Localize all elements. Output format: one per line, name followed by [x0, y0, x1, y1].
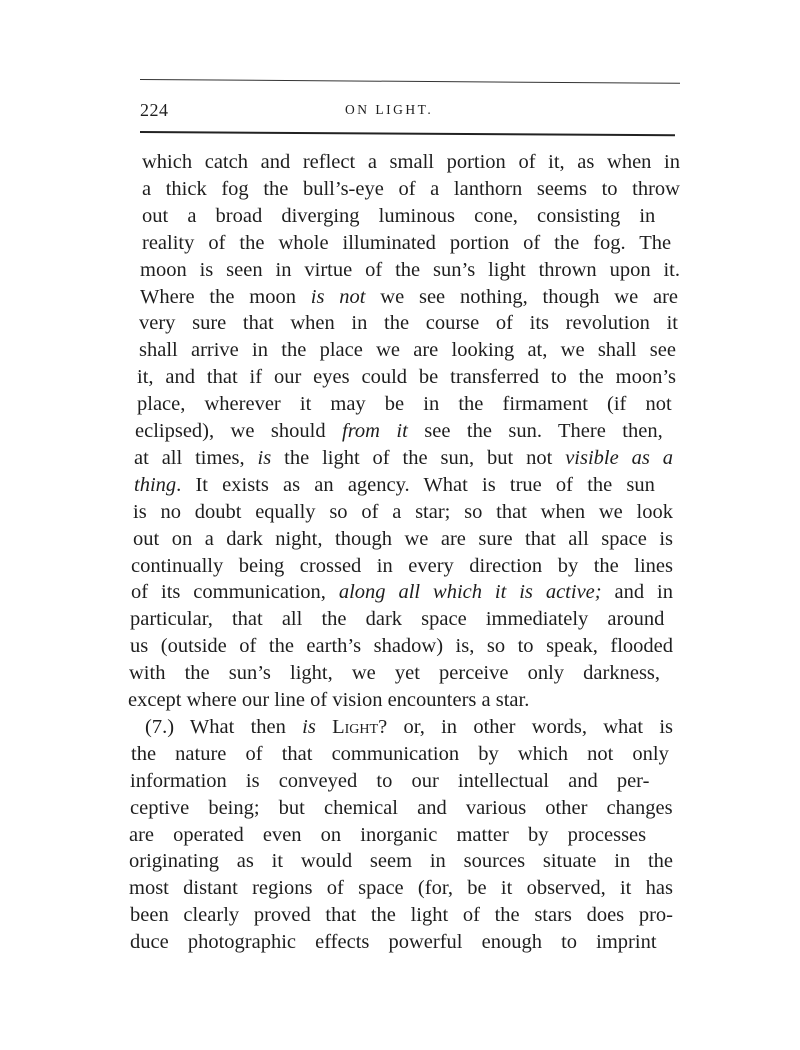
text-line [130, 769, 649, 793]
text-run: the light of the sun, but not [271, 446, 566, 469]
text-line [140, 285, 678, 309]
text-line [140, 258, 680, 282]
text-run: us (outside of the earth’s shadow) is, so to speak, flooded [130, 635, 673, 658]
text-run: very sure that when in the course of its revolution it [139, 312, 678, 335]
text-line [129, 849, 673, 873]
text-run: eclipsed), we should [135, 420, 343, 442]
header-rule-bottom [140, 131, 675, 136]
text-line [142, 231, 671, 255]
text-line [133, 500, 673, 524]
text-line [137, 365, 676, 389]
italic-text: is [257, 446, 272, 469]
text-run: Where the moon [140, 285, 311, 308]
italic-text: thing [134, 473, 177, 496]
text-run: ? or, in other words, what is [378, 715, 673, 738]
text-run: (7.) What then [145, 715, 303, 738]
text-line [142, 177, 680, 201]
text-line [130, 634, 673, 658]
text-run: and in [601, 581, 673, 604]
italic-text: along all which it is active; [338, 581, 602, 604]
text-line [131, 554, 673, 578]
text-line [139, 338, 676, 362]
text-run: a thick fog the bull’s-eye of a lanthorn seems to throw [142, 177, 680, 200]
text-run: information is conveyed to our intellectual and per- [130, 769, 650, 792]
text-run: particular, that all the dark space immediately around [130, 608, 665, 631]
text-line [130, 903, 673, 927]
text-run: originating as it would seem in sources situate in the [129, 850, 673, 873]
text-line [129, 661, 660, 685]
text-line [134, 473, 655, 497]
text-line [130, 796, 673, 820]
text-run: which catch and reflect a small portion of it, as when in [142, 151, 680, 173]
text-run: continually being crossed in every direction by the lines [131, 554, 673, 577]
text-line [131, 742, 669, 766]
text-line [129, 876, 673, 900]
text-line [134, 446, 673, 470]
text-run: we see nothing, though we are [365, 285, 679, 308]
text-run: shall arrive in the place we are looking at, we shall see [139, 339, 676, 362]
text-run: reality of the whole illuminated portion of the fog. The [142, 231, 672, 254]
text-line [129, 823, 646, 847]
text-run: out on a dark night, though we are sure that all space is [133, 527, 673, 550]
text-line [142, 204, 655, 228]
text-line [131, 580, 673, 604]
text-run: with the sun’s light, we yet perceive only darkness, [129, 662, 661, 685]
text-run: most distant regions of space (for, be it observed, it has [129, 877, 673, 900]
text-line [139, 311, 678, 335]
text-line [137, 392, 672, 416]
text-line [133, 527, 673, 551]
text-run: except where our line of vision encounters a star. [128, 689, 530, 711]
text-line [130, 930, 657, 954]
running-title: ON LIGHT. [345, 102, 434, 117]
text-run: of its communication, [131, 581, 339, 604]
text-line [145, 715, 673, 739]
text-run: is no doubt equally so of a star; so that when we look [133, 500, 673, 523]
italic-text: is not [310, 285, 366, 308]
text-run: are operated even on inorganic matter by processes [129, 823, 647, 846]
text-run: it, and that if our eyes could be transferred to the moon’s [137, 366, 676, 389]
text-run: place, wherever it may be in the firmament (if not [137, 393, 672, 416]
text-run [316, 716, 332, 738]
text-line [142, 150, 680, 174]
header-rule-top [140, 79, 680, 84]
text-run: at all times, [134, 446, 258, 469]
text-run: out a broad diverging luminous cone, consisting in [142, 204, 656, 227]
text-run: moon is seen in virtue of the sun’s light thrown upon it. [140, 258, 680, 281]
text-run: been clearly proved that the light of the stars does pro- [130, 904, 673, 927]
text-line [135, 419, 663, 443]
text-run: . It exists as an agency. What is true of the sun [176, 473, 655, 496]
italic-text: visible as a [565, 446, 673, 469]
text-run: the nature of that communication by which not only [131, 742, 669, 765]
text-run: ceptive being; but chemical and various other changes [130, 796, 673, 819]
page-number: 224 [140, 100, 169, 120]
small-caps-text: Light [332, 715, 379, 738]
text-run: see the sun. There then, [407, 420, 663, 442]
italic-text: is [302, 715, 316, 738]
text-line [130, 607, 664, 631]
italic-text: from it [342, 420, 408, 442]
text-run: duce photographic effects powerful enough to imprint [130, 931, 657, 954]
text-line [128, 688, 529, 712]
running-header [140, 100, 680, 124]
